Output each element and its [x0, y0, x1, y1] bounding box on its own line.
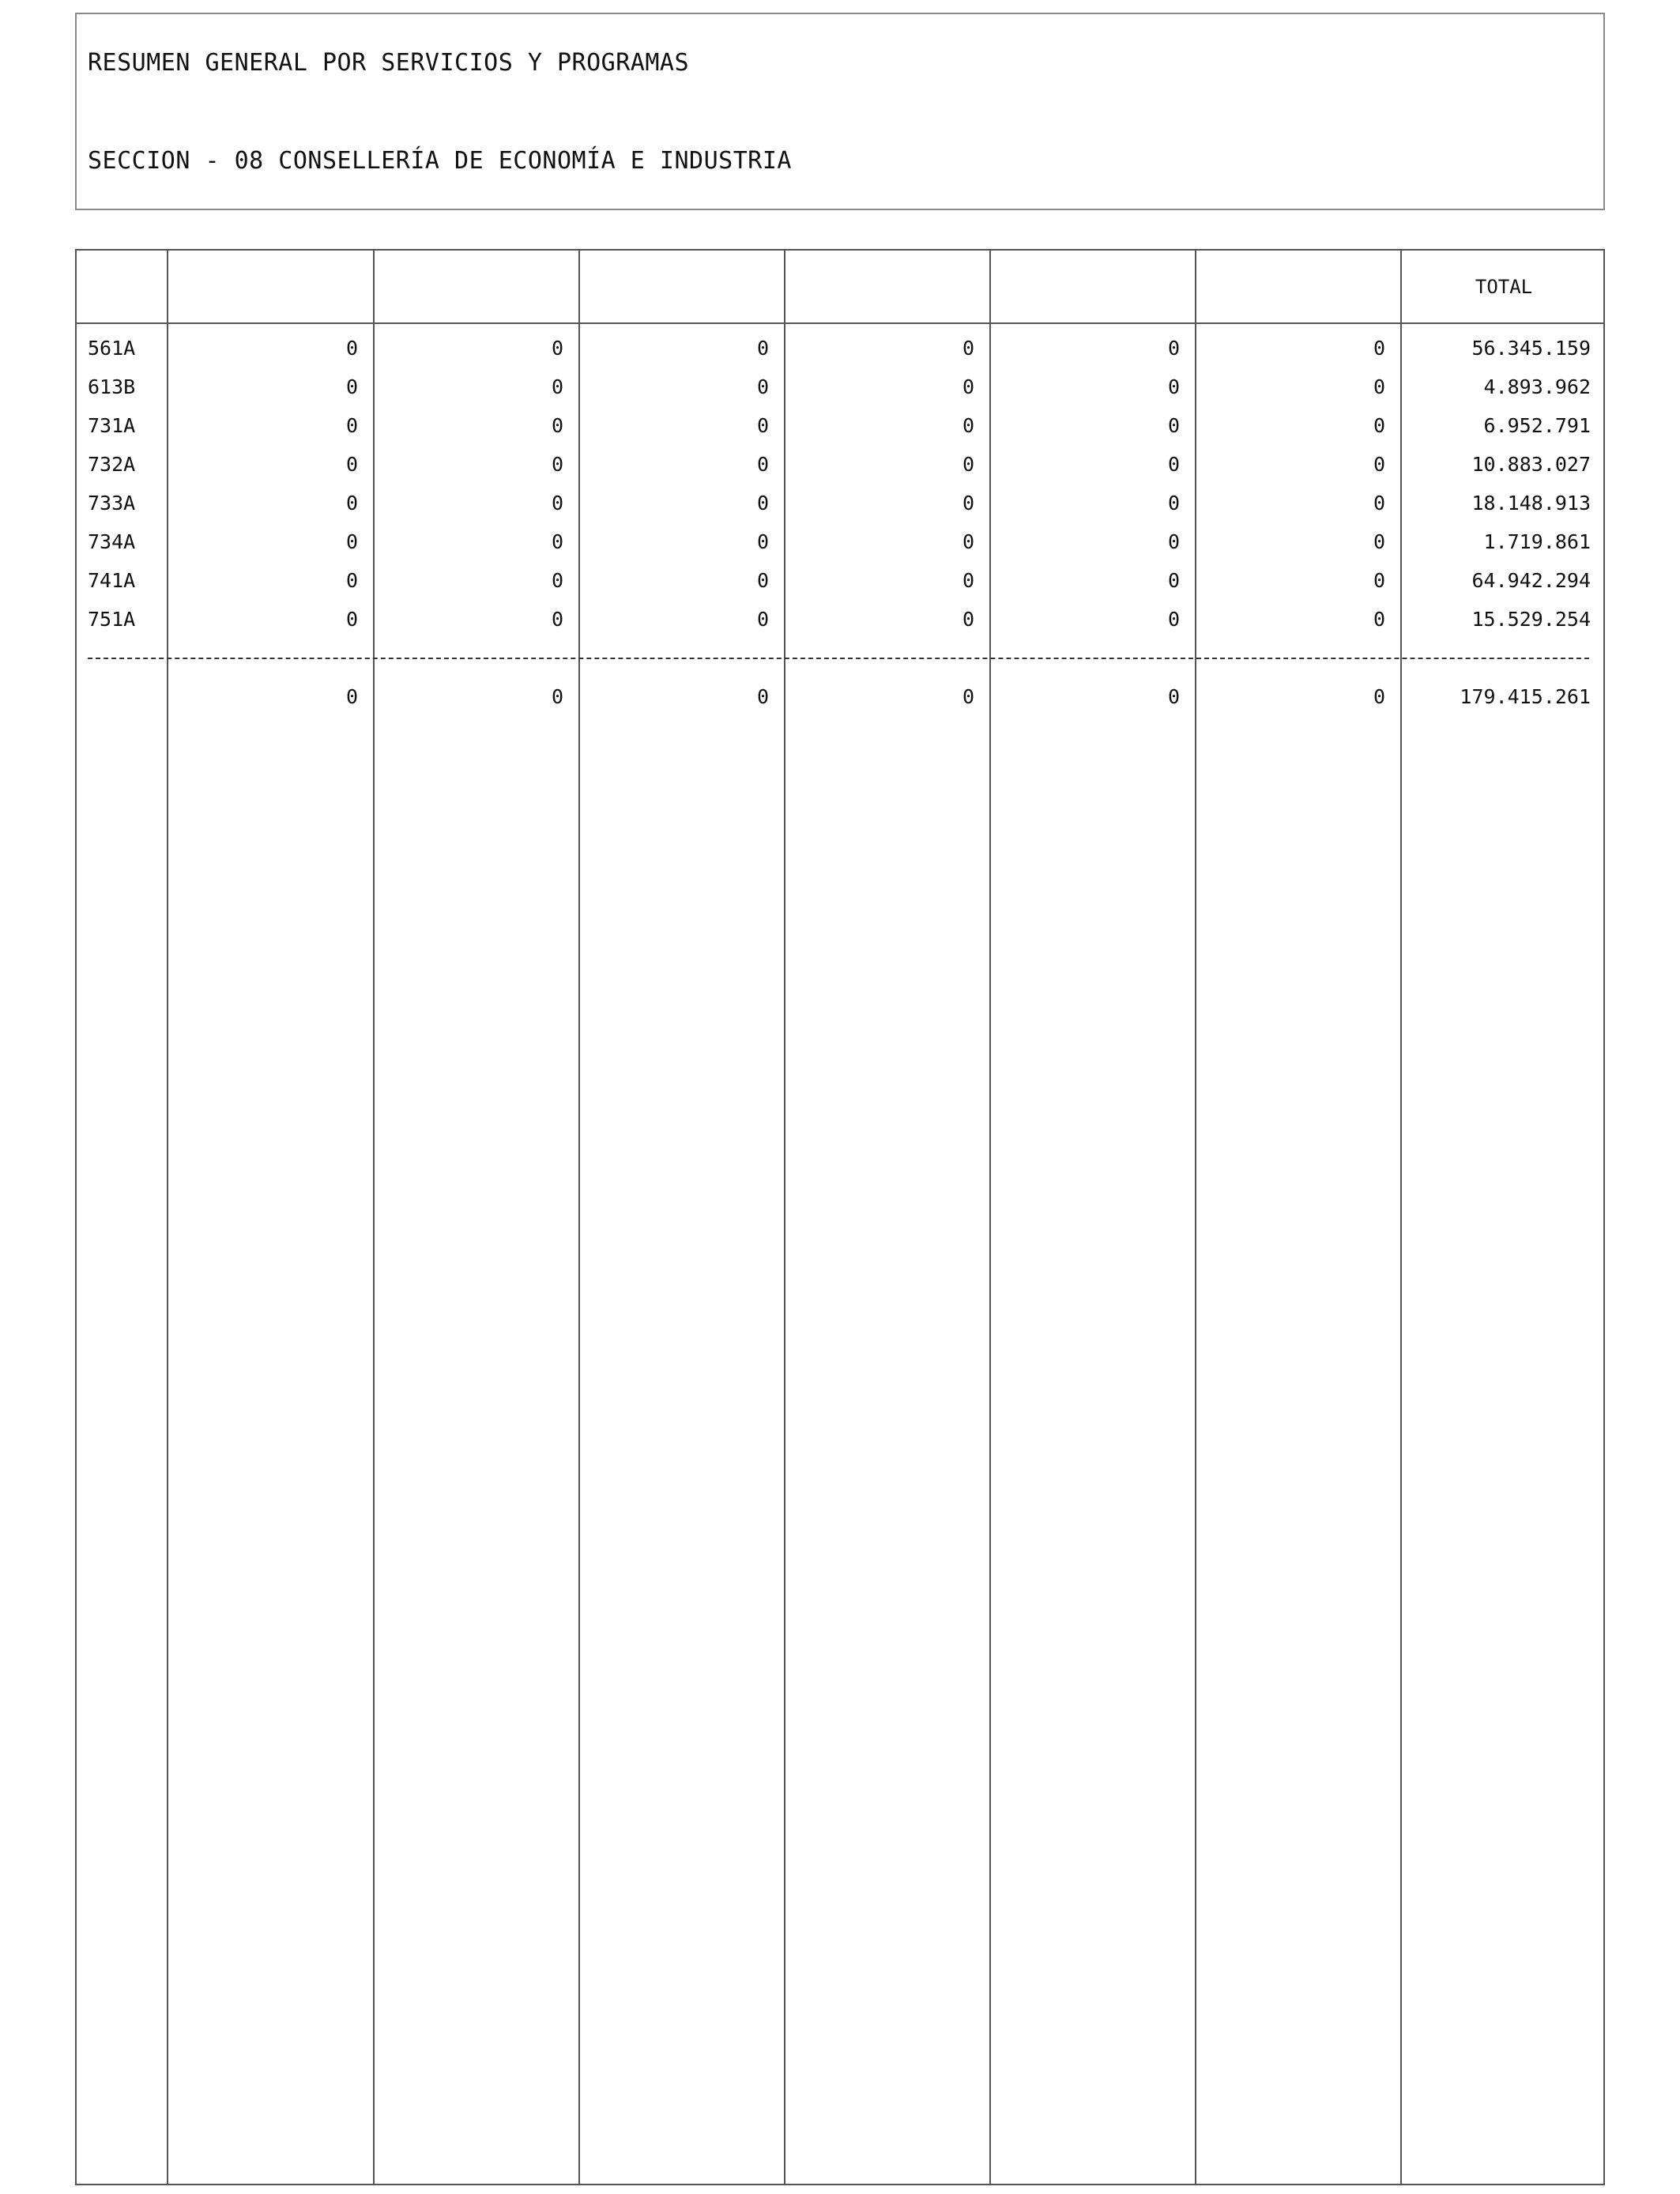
row-total: 1.719.861	[1483, 530, 1591, 553]
document-header	[75, 13, 1605, 210]
table-cell: 0	[756, 414, 769, 437]
table-cell: 0	[345, 375, 358, 398]
table-cell: 0	[551, 453, 563, 476]
row-total: 56.345.159	[1471, 337, 1591, 360]
table-cell: 0	[1373, 492, 1385, 515]
table-cell: 0	[1167, 608, 1180, 631]
program-code: 741A	[88, 569, 136, 592]
row-total: 6.952.791	[1483, 414, 1591, 437]
program-code: 731A	[88, 414, 136, 437]
table-cell: 0	[962, 530, 974, 553]
table-cell: 0	[756, 375, 769, 398]
program-code: 751A	[88, 608, 136, 631]
table-cell: 0	[756, 608, 769, 631]
program-code: 733A	[88, 492, 136, 515]
program-code: 732A	[88, 453, 136, 476]
table-cell: 0	[1167, 530, 1180, 553]
table-cell: 0	[345, 492, 358, 515]
program-code: 561A	[88, 337, 136, 360]
program-code: 734A	[88, 530, 136, 553]
table-cell: 0	[1373, 414, 1385, 437]
header-separator	[77, 322, 1603, 324]
table-cell: 0	[756, 530, 769, 553]
table-cell: 0	[962, 337, 974, 360]
table-cell: 0	[1167, 414, 1180, 437]
table-cell: 0	[551, 492, 563, 515]
summary-table	[75, 249, 1605, 2185]
table-cell: 0	[1373, 453, 1385, 476]
table-cell: 0	[1167, 337, 1180, 360]
table-cell: 0	[1373, 569, 1385, 592]
table-cell: 0	[962, 569, 974, 592]
table-cell: 0	[551, 608, 563, 631]
table-cell: 0	[962, 608, 974, 631]
table-cell: 0	[756, 492, 769, 515]
row-total: 10.883.027	[1471, 453, 1591, 476]
table-cell: 0	[551, 337, 563, 360]
table-cell: 0	[551, 375, 563, 398]
totals-cell: 0	[551, 685, 563, 708]
table-cell: 0	[345, 337, 358, 360]
program-code: 613B	[88, 375, 136, 398]
table-cell: 0	[962, 492, 974, 515]
table-cell: 0	[345, 569, 358, 592]
grand-total: 179.415.261	[1460, 685, 1591, 708]
section-title: SECCION - 08 CONSELLERÍA DE ECONOMÍA E INDUSTRIA	[88, 147, 792, 175]
table-cell: 0	[345, 414, 358, 437]
table-cell: 0	[551, 530, 563, 553]
table-cell: 0	[756, 569, 769, 592]
table-cell: 0	[756, 453, 769, 476]
dashed-separator	[88, 658, 1589, 659]
table-cell: 0	[1373, 375, 1385, 398]
table-cell: 0	[1373, 530, 1385, 553]
table-cell: 0	[962, 453, 974, 476]
table-cell: 0	[756, 337, 769, 360]
row-total: 18.148.913	[1471, 492, 1591, 515]
table-cell: 0	[1373, 608, 1385, 631]
table-cell: 0	[962, 414, 974, 437]
table-cell: 0	[962, 375, 974, 398]
table-cell: 0	[551, 414, 563, 437]
table-cell: 0	[1167, 569, 1180, 592]
table-cell: 0	[345, 453, 358, 476]
table-cell: 0	[551, 569, 563, 592]
row-total: 15.529.254	[1471, 608, 1591, 631]
table-cell: 0	[1373, 337, 1385, 360]
totals-cell: 0	[1373, 685, 1385, 708]
table-cell: 0	[345, 608, 358, 631]
table-cell: 0	[1167, 375, 1180, 398]
table-cell: 0	[345, 530, 358, 553]
totals-cell: 0	[1167, 685, 1180, 708]
table-cell: 0	[1167, 453, 1180, 476]
totals-cell: 0	[756, 685, 769, 708]
row-total: 4.893.962	[1483, 375, 1591, 398]
totals-cell: 0	[962, 685, 974, 708]
column-header-total: TOTAL	[1475, 276, 1533, 298]
totals-cell: 0	[345, 685, 358, 708]
document-title: RESUMEN GENERAL POR SERVICIOS Y PROGRAMAS	[88, 49, 690, 77]
table-cell: 0	[1167, 492, 1180, 515]
row-total: 64.942.294	[1471, 569, 1591, 592]
